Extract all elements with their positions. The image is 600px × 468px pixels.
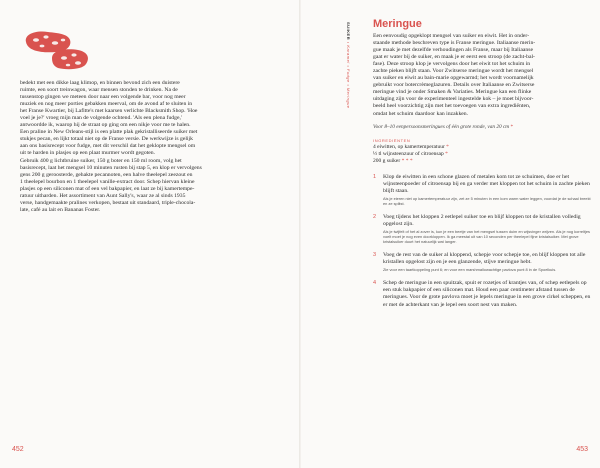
body-line: ruimte, een soort treinwagon, waar mensen stonden te drinken. Na de (20, 87, 178, 94)
intro-line: omdat het schuim daardoor kan inzakken. (373, 110, 469, 117)
praline-candies-illustration (22, 28, 92, 72)
ingredient-item (373, 144, 591, 151)
body-line: verse, handgemaakte pralines verkopen, bestaat uit standaard, triple-chocola- (20, 199, 196, 206)
step-number: 4 (373, 280, 377, 287)
body-line: Gebruik 400 g lichtbruine suiker, 150 g boter en 150 ml room, volg het (20, 157, 182, 164)
step-number: 1 (373, 174, 377, 181)
page-number-left: 452 (12, 446, 24, 453)
recipe-title: Meringue (373, 18, 422, 30)
recipe-column (373, 18, 591, 317)
body-line: late, café au lait en Bananas Foster. (20, 206, 101, 213)
left-page (0, 0, 299, 468)
running-head (345, 22, 353, 142)
ingredient-item (373, 158, 591, 165)
running-head-sub1: Karamel (346, 45, 351, 64)
step-text: Voeg de rest van de suiker al kloppend, schepje voor schepje toe, en blijf kloppen tot alle kristallen opgelost zijn en je een glanzende, stijve meringue hebt. (383, 252, 586, 266)
intro-line: zachte pieken blijft staan. Voor Zwitserse meringue wordt het mengsel (373, 68, 534, 75)
body-line: het Franse Kwartier, bij Lafitte's met kaarsen verlichte Blacksmith Shop. 'Hoe (20, 108, 198, 115)
yield-mark: * (510, 123, 514, 130)
running-head-separator: • (346, 41, 351, 44)
yield-text: Voor 8–10 eenpersoonsmeringues of één grote ronde, van 20 cm (373, 123, 510, 130)
intro-line: fase). Deze stroop klop je vervolgens door het eiwit tot het schuim in (373, 61, 531, 68)
running-head-separator: • (346, 84, 351, 87)
body-line: basisrecept, laat het mengsel 10 minuten rusten bij stap 5, en klop er vervolgens (20, 164, 202, 171)
body-line: 1 theelepel bourbon en 1 theelepel vanille-extract door. Schep hiervan kleine (20, 178, 195, 185)
page-number-right: 453 (576, 446, 588, 453)
body-line: gens 200 g geroosterde, gehakte pecannoten, een halve theelepel zeezout en (20, 171, 193, 178)
ingredient-text: 4 eiwitten, op kamertemperatuur (373, 144, 445, 151)
body-line: voel je je?' vroeg mijn man de volgende ochtend. 'Als een plena fudge,' (20, 115, 182, 122)
step-number: 3 (373, 252, 377, 259)
body-line: muziek en nog meer porties gebakken meerval, om de avond af te sluiten in (20, 101, 193, 108)
recipe-step (373, 252, 591, 272)
step-note: Als je twijfelt of het al zover is, kun je een beetje van het mengsel tussen duim en wijsvinger wrijven. Als je nog korreltjes voelt moet je nog even doorkloppen. Ik ga meestal uit van 10 seconden per theelepel fijne kristalsuiker. Met grove kristalsuiker duurt het natuurlijk wat langer. (383, 229, 590, 245)
body-line: stukjes pecan, en lijkt totaal niet op de Franse versie. De werkwijze is gelijk (20, 136, 193, 143)
body-line: antwoordde ik, waarop hij de straat op ging om een nikje voor me te halen. (20, 122, 191, 129)
step-text: Voeg tijdens het kloppen 2 eetlepel suiker toe en blijf kloppen tot de kristallen volledig opgelost zijn. (383, 214, 581, 228)
ingredient-mark: * (446, 144, 449, 151)
running-head-separator: • (346, 65, 351, 68)
step-number: 2 (373, 214, 377, 221)
running-head-text (346, 22, 351, 109)
running-head-section: SUIKER (346, 22, 351, 41)
recipe-step (373, 174, 591, 206)
intro-line: Een eenvoudig opgeklopt mengsel van suiker en eiwit. Het in onder- (373, 33, 530, 39)
recipe-yield (373, 124, 591, 130)
running-head-sub2: Fudge (346, 68, 351, 83)
ingredient-text: ½ tl wijnsteenzuur of citroensap (373, 151, 444, 158)
body-line: tussenstop gingen we meteen door naar een volgende bar, voor nog meer (20, 94, 186, 101)
intro-line: gebruikt voor botercrèmeglazuren. Details over Italiaanse en Zwitserse (373, 82, 535, 89)
step-text: Klop de eiwitten in een schone glazen of metalen kom tot ze schuimen, doe er het wijnsteenpoeder of citroensap bij en ga verder met kloppen tot het schuim in zachte pieken blijft staan. (383, 174, 590, 195)
intro-line: beeld heel voorzichtig zijn met het toevoegen van extra ingrediënten, (373, 103, 531, 110)
left-body-text (20, 80, 290, 214)
ingredient-text: 200 g suiker (373, 158, 401, 165)
right-page (301, 0, 600, 468)
body-line: bedekt met een dikke laag klimop, en binnen bevond zich een duistere (20, 80, 180, 86)
intro-line: gaat er water bij de suiker, en maak je er eerst een stroop (de zacht-bal- (373, 54, 535, 61)
intro-line: meringue vind je onder Smaken & Variaties. Meringue kan een flinke (373, 89, 532, 96)
body-line: ratuur uitharden. Het assortiment van Aunt Sally's, waar ze al sinds 1935 (20, 192, 186, 199)
ingredient-mark: * * * (401, 158, 413, 165)
running-head-sub3: Meringue (346, 87, 351, 109)
intro-line: gue maak je met dezelfde verhoudingen als Franse, maar bij Italiaanse (373, 47, 533, 54)
recipe-steps (373, 174, 591, 309)
ingredients-heading: INGREDIËNTEN (373, 137, 411, 143)
intro-line: van suiker en eiwit au bain-marie opgewarmd; het wordt voornamelijk (373, 75, 534, 82)
ingredient-item (373, 151, 591, 158)
step-note: Als je eieren niet op kamertemperatuur zijn, zet ze 5 minuten in een kom warm water leggen, voordat je de schaal breekt en ze splitst. (383, 196, 591, 207)
recipe-step (373, 214, 591, 244)
intro-line: uitdaging zijn voor de experimenteel ingestelde kok – je moet bijvoor- (373, 96, 534, 103)
recipe-step (373, 280, 591, 308)
recipe-intro (373, 33, 591, 118)
intro-line: staande methode beschreven type is Franse meringue. Italiaanse merin- (373, 40, 536, 47)
body-line: plasjes op een siliconen mat of een vel bakpapier, en laat ze bij kamertempe- (20, 185, 195, 192)
ingredients-list (373, 144, 591, 165)
body-line: aan ons basisrecept voor fudge, met dit verschil dat het geklopte mengsel om (20, 143, 196, 150)
ingredient-mark: * (445, 151, 448, 158)
body-line: uit te harden in plasjes op een plaat murmer wordt gegoten. (20, 150, 156, 157)
step-text: Schep de meringue in een spuitzak, spuit er rozetjes of krantjes van, of schep eetlepels op een stuk bakpapier of een siliconen mat. Houd een paar centimeter afstand tussen de meringues. Voor de grote pavlova moet je lepels meringue in een grove cirkel scheppen, en er met de achterkant van je lepel een soort nest van maken. (383, 280, 591, 308)
body-line: Een praline in New Orleans-stijl is een platte plak gekristalliseerde suiker met (20, 129, 198, 136)
step-note: Zie voor een taartkoppeling punt 6; en voor een marshmallowachtige pavlova punt 8 in de Spoelkuis. (383, 267, 557, 273)
